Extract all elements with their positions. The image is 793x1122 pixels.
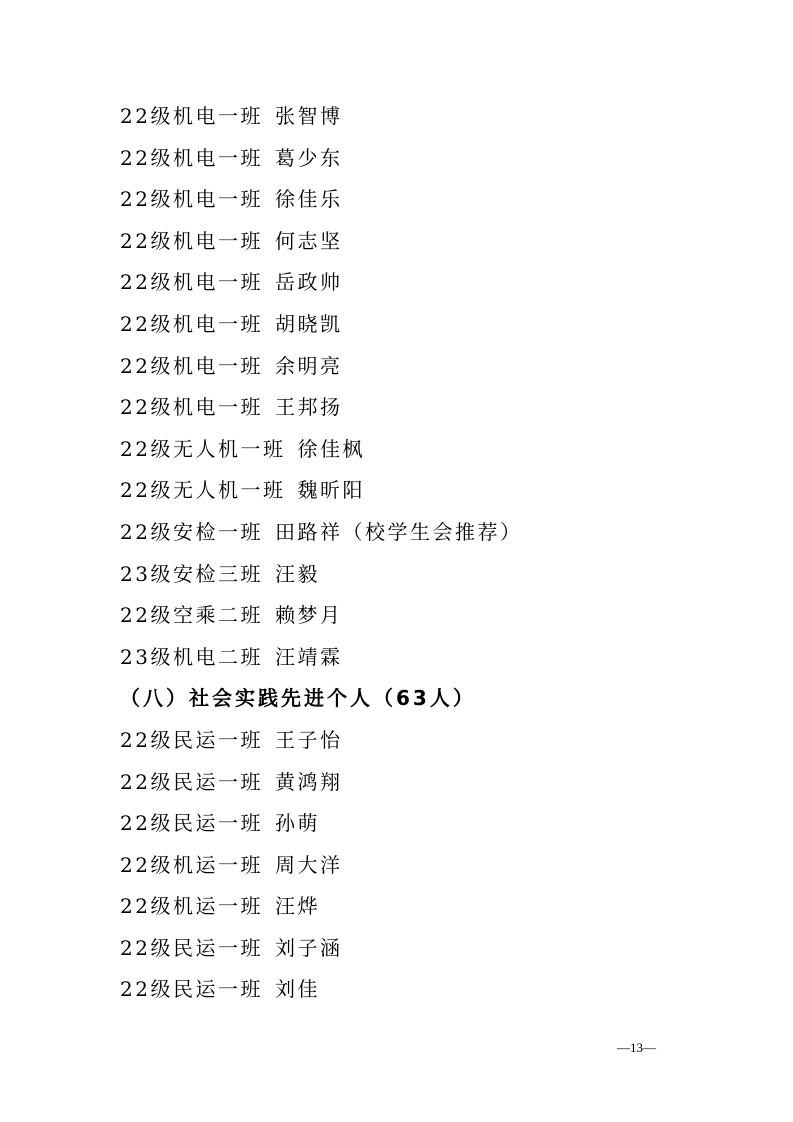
class-name: 23级机电二班 bbox=[120, 644, 263, 669]
list-item bbox=[120, 595, 720, 637]
class-name: 22级空乘二班 bbox=[120, 603, 263, 628]
student-name: 赖梦月 bbox=[274, 603, 343, 628]
class-name: 23级安检三班 bbox=[120, 561, 263, 586]
class-name: 22级民运一班 bbox=[120, 977, 263, 1002]
list-item bbox=[120, 470, 720, 512]
student-name: 葛少东 bbox=[274, 145, 343, 170]
student-name: 张智博 bbox=[274, 104, 343, 128]
list-item bbox=[120, 346, 720, 388]
section-heading: （八）社会实践先进个人（63人） bbox=[120, 686, 476, 711]
list-item bbox=[120, 429, 720, 471]
list-item bbox=[120, 221, 720, 263]
student-name: 刘佳 bbox=[274, 977, 320, 1002]
class-name: 22级无人机一班 bbox=[120, 478, 286, 503]
class-name: 22级安检一班 bbox=[120, 519, 263, 544]
name-list bbox=[120, 96, 720, 1011]
student-name: 胡晓凯 bbox=[274, 311, 343, 336]
class-name: 22级民运一班 bbox=[120, 811, 263, 836]
student-name: 孙萌 bbox=[274, 811, 320, 836]
student-name: 徐佳乐 bbox=[274, 187, 343, 212]
list-item bbox=[120, 762, 720, 804]
student-name: 余明亮 bbox=[274, 353, 343, 378]
student-name: 王邦扬 bbox=[274, 395, 343, 420]
student-name: 周大洋 bbox=[274, 852, 343, 877]
list-item bbox=[120, 96, 720, 138]
student-name: 汪靖霖 bbox=[274, 644, 343, 669]
list-item bbox=[120, 928, 720, 970]
list-item bbox=[120, 969, 720, 1011]
list-item bbox=[120, 845, 720, 887]
class-name: 22级机电一班 bbox=[120, 353, 263, 378]
student-name: 徐佳枫 bbox=[297, 436, 365, 461]
class-name: 22级民运一班 bbox=[120, 935, 263, 960]
list-item bbox=[120, 304, 720, 346]
student-name: 黄鸿翔 bbox=[274, 769, 343, 794]
list-item bbox=[120, 637, 720, 679]
class-name: 22级机电一班 bbox=[120, 228, 263, 253]
list-item bbox=[120, 886, 720, 928]
student-name: 岳政帅 bbox=[274, 270, 343, 295]
class-name: 22级民运一班 bbox=[120, 727, 263, 752]
student-name: 王子怡 bbox=[274, 727, 343, 752]
student-name: 刘子涵 bbox=[274, 935, 343, 960]
class-name: 22级机运一班 bbox=[120, 852, 263, 877]
student-name: 魏昕阳 bbox=[297, 478, 365, 503]
list-item bbox=[120, 179, 720, 221]
list-item bbox=[120, 387, 720, 429]
student-name: 田路祥（校学生会推荐） bbox=[274, 519, 523, 544]
list-item bbox=[120, 803, 720, 845]
class-name: 22级民运一班 bbox=[120, 769, 263, 794]
class-name: 22级机电一班 bbox=[120, 104, 263, 128]
class-name: 22级机电一班 bbox=[120, 395, 263, 420]
list-item bbox=[120, 554, 720, 596]
list-item bbox=[120, 720, 720, 762]
list-item bbox=[120, 138, 720, 180]
class-name: 22级无人机一班 bbox=[120, 436, 286, 461]
class-name: 22级机电一班 bbox=[120, 270, 263, 295]
list-item bbox=[120, 512, 720, 554]
class-name: 22级机电一班 bbox=[120, 311, 263, 336]
student-name: 汪毅 bbox=[274, 561, 320, 586]
student-name: 汪烨 bbox=[274, 894, 320, 919]
list-item bbox=[120, 262, 720, 304]
class-name: 22级机电一班 bbox=[120, 145, 263, 170]
page-number: —13— bbox=[617, 1040, 656, 1055]
class-name: 22级机电一班 bbox=[120, 187, 263, 212]
class-name: 22级机运一班 bbox=[120, 894, 263, 919]
student-name: 何志坚 bbox=[274, 228, 343, 253]
